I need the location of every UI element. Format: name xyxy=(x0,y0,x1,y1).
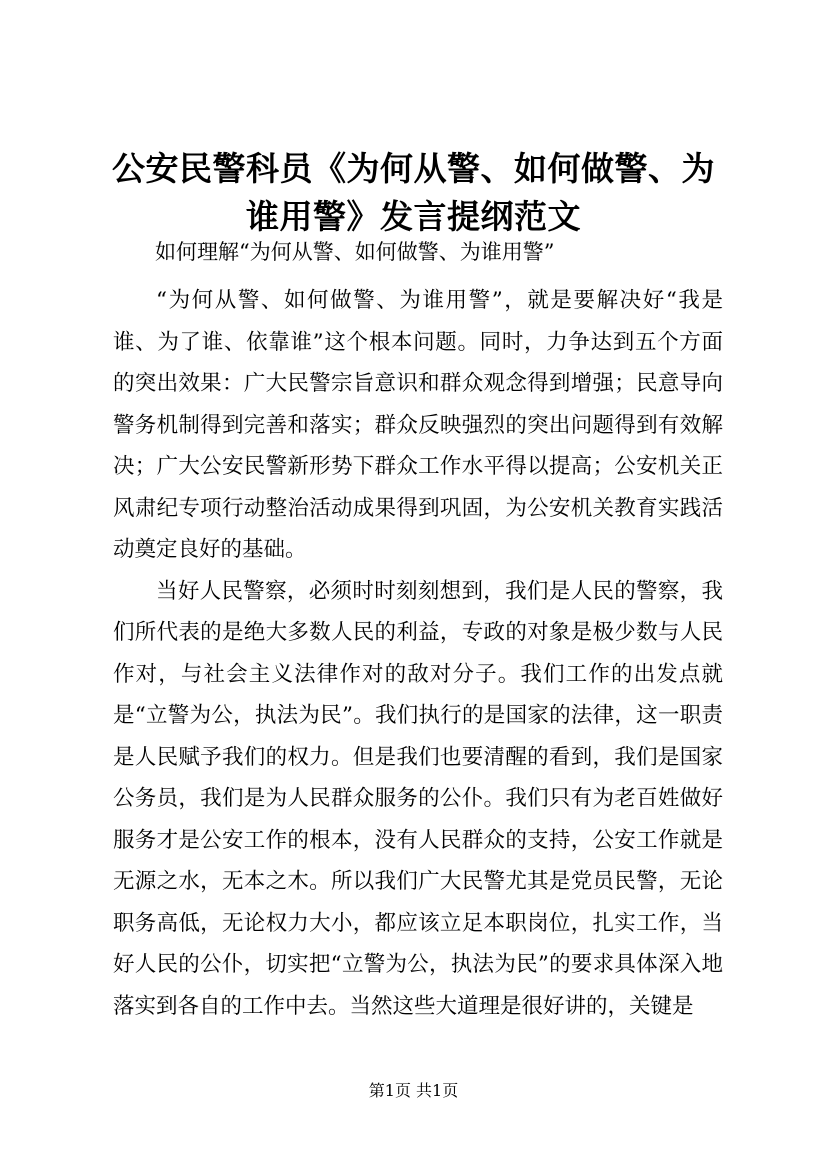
page-number: 第1页 共1页 xyxy=(368,1081,459,1100)
document-body xyxy=(113,280,723,1027)
document-title: 公安民警科员《为何从警、如何做警、为谁用警》发言提纲范文 xyxy=(112,149,715,236)
document-subtitle: 如何理解“为何从警、如何做警、为谁用警” xyxy=(155,240,555,264)
paragraph: “为何从警、如何做警、为谁用警”，就是要解决好“我是谁、为了谁、依靠谁”这个根本问题。同时，力争达到五个方面的突出效果：广大民警宗旨意识和群众观念得到增强；民意导向警务机制得到完善和落实；群众反映强烈的突出问题得到有效解决；广大公安民警新形势下群众工作水平得以提高；公安机关正风肃纪专项行动整治活动成果得到巩固，为公安机关教育实践活动奠定良好的基础。 xyxy=(113,288,723,562)
paragraph: 当好人民警察，必须时时刻刻想到，我们是人民的警察，我们所代表的是绝大多数人民的利益，专政的对象是极少数与人民作对，与社会主义法律作对的敌对分子。我们工作的出发点就是“立警为公，执法为民”。我们执行的是国家的法律，这一职责是人民赋予我们的权力。但是我们也要清醒的看到，我们是国家公务员，我们是为人民群众服务的公仆。我们只有为老百姓做好服务才是公安工作的根本，没有人民群众的支持，公安工作就是无源之水，无本之木。所以我们广大民警尤其是党员民警，无论职务高低，无论权力大小，都应该立足本职岗位，扎实工作，当好人民的公仆，切实把“立警为公，执法为民”的要求具体深入地落实到各自的工作中去。当然这些大道理是很好讲的，关键是 xyxy=(113,578,723,1019)
